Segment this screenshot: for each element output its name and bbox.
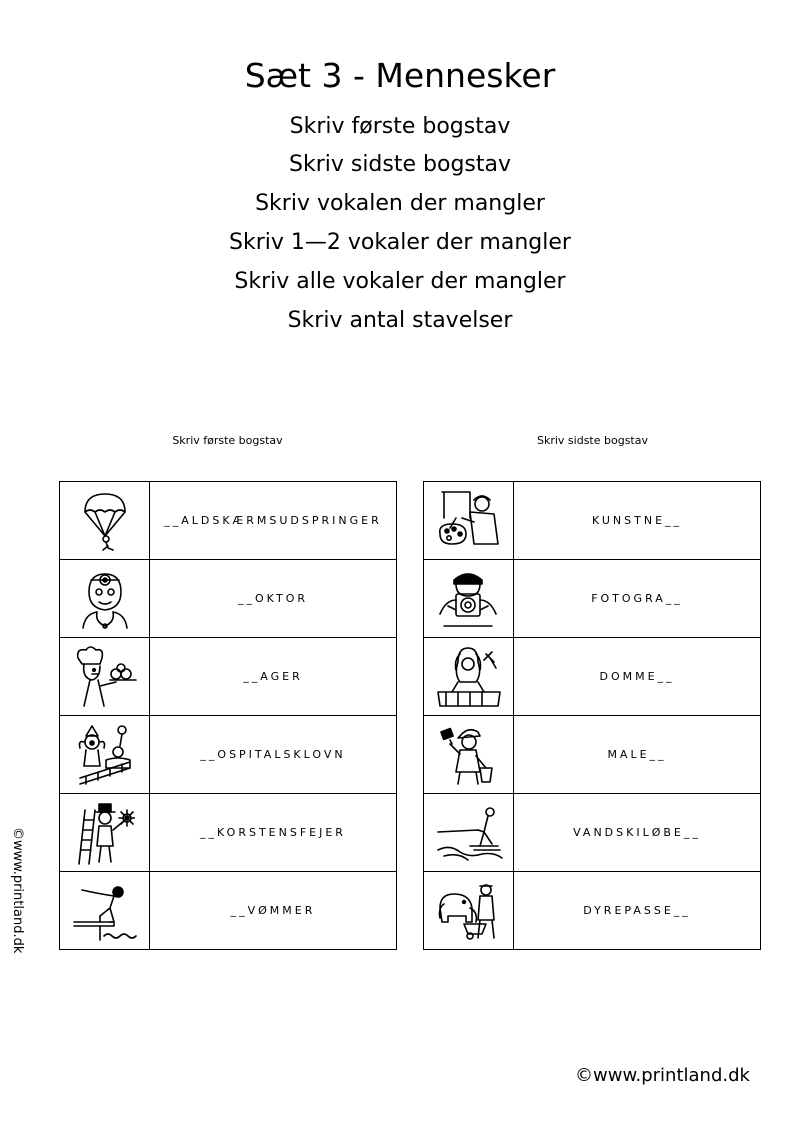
parachute-icon <box>75 488 135 554</box>
doctor-icon <box>75 566 135 632</box>
picture-cell <box>424 716 514 794</box>
picture-cell <box>60 560 150 638</box>
word-cell: DOMME__ <box>514 638 761 716</box>
diver-icon <box>70 878 140 944</box>
picture-cell <box>60 872 150 950</box>
word-cell: __OSPITALSKLOVN <box>150 716 397 794</box>
table-row <box>60 560 397 638</box>
baker-icon <box>70 644 140 710</box>
picture-cell <box>60 794 150 872</box>
picture-cell <box>60 638 150 716</box>
instruction-line-6: Skriv antal stavelser <box>287 308 513 333</box>
side-watermark-text: ©www.printland.dk <box>10 827 25 954</box>
instruction-line-3: Skriv vokalen der mangler <box>255 191 545 216</box>
photographer-icon <box>434 566 504 632</box>
painter-artist-icon <box>434 488 504 554</box>
footer-copyright: ©www.printland.dk <box>575 1065 750 1086</box>
table-row <box>424 872 761 950</box>
picture-cell <box>60 716 150 794</box>
table-row <box>424 716 761 794</box>
word-cell: VANDSKILØBE__ <box>514 794 761 872</box>
word-cell: __VØMMER <box>150 872 397 950</box>
word-cell: DYREPASSE__ <box>514 872 761 950</box>
water-skier-icon <box>434 800 504 866</box>
word-cell: MALE__ <box>514 716 761 794</box>
word-cell: FOTOGRA__ <box>514 560 761 638</box>
picture-cell <box>424 482 514 560</box>
instruction-line-2: Skriv sidste bogstav <box>288 152 511 177</box>
chimney-sweep-icon <box>75 800 135 866</box>
word-cell: __AGER <box>150 638 397 716</box>
table-row <box>60 794 397 872</box>
table-row <box>60 482 397 560</box>
instruction-line-1: Skriv første bogstav <box>289 114 511 139</box>
picture-cell <box>424 560 514 638</box>
judge-icon <box>434 644 504 710</box>
instruction-line-4: Skriv 1—2 vokaler der mangler <box>229 230 571 255</box>
word-cell: __ALDSKÆRMSUDSPRINGER <box>150 482 397 560</box>
table-row <box>60 716 397 794</box>
house-painter-icon <box>436 722 502 788</box>
page-title: Sæt 3 - Mennesker <box>244 56 556 95</box>
zookeeper-icon <box>434 878 504 944</box>
word-cell: __OKTOR <box>150 560 397 638</box>
right-worksheet-table <box>423 481 761 950</box>
table-row <box>424 638 761 716</box>
table-row <box>424 560 761 638</box>
picture-cell <box>60 482 150 560</box>
table-row <box>424 482 761 560</box>
left-table-label: Skriv første bogstav <box>172 434 283 447</box>
picture-cell <box>424 794 514 872</box>
instruction-line-5: Skriv alle vokaler der mangler <box>234 269 566 294</box>
clown-icon <box>72 722 138 788</box>
picture-cell <box>424 872 514 950</box>
word-cell: __KORSTENSFEJER <box>150 794 397 872</box>
table-row <box>60 872 397 950</box>
table-row <box>60 638 397 716</box>
left-worksheet-table <box>59 481 397 950</box>
table-row <box>424 794 761 872</box>
right-table-label: Skriv sidste bogstav <box>536 434 648 447</box>
word-cell: KUNSTNE__ <box>514 482 761 560</box>
picture-cell <box>424 638 514 716</box>
